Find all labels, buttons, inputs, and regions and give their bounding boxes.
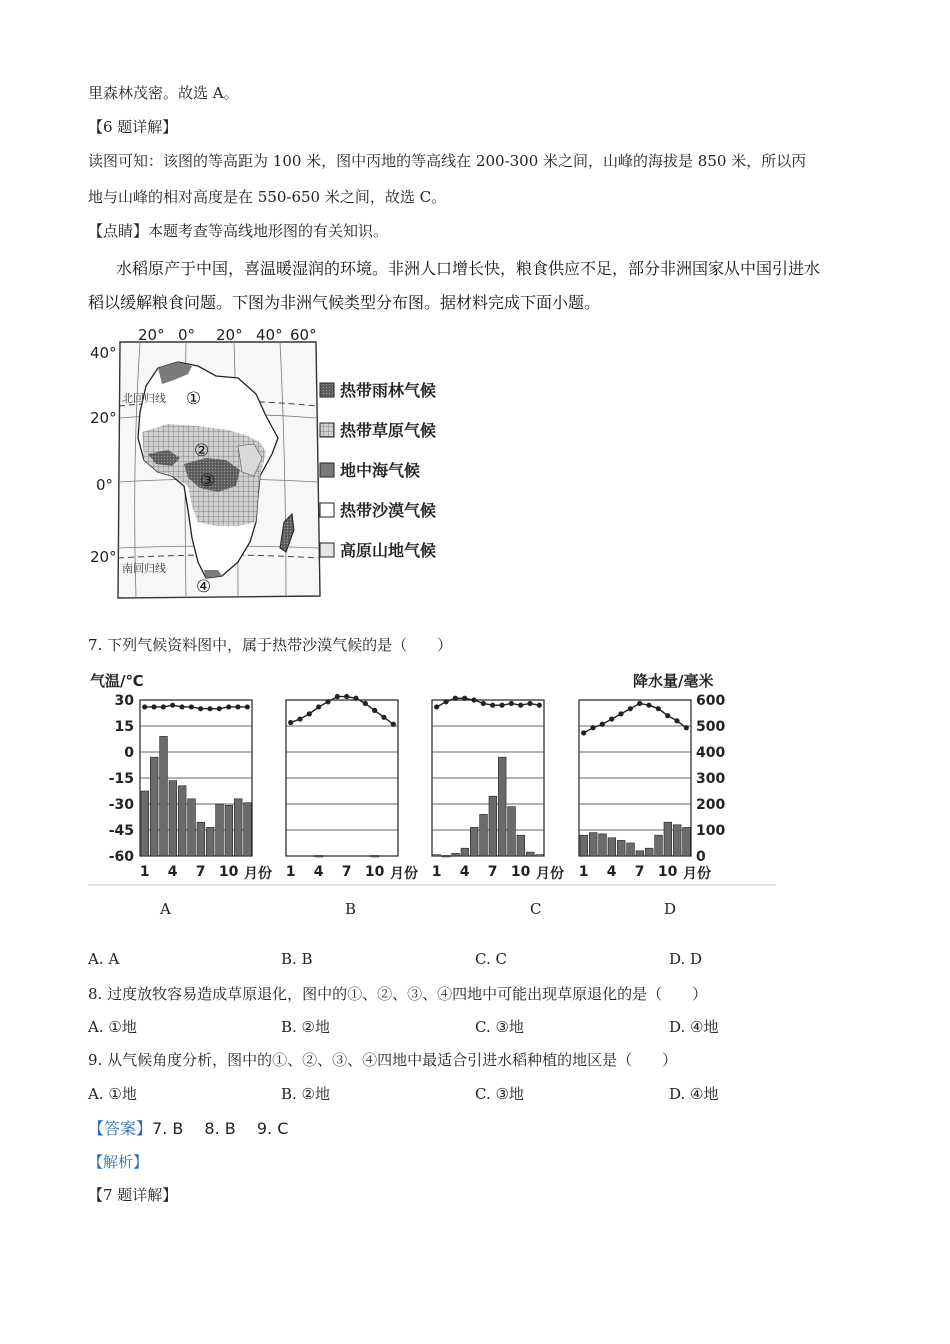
temperature-point bbox=[590, 725, 595, 730]
q7-option-b[interactable]: B. B bbox=[281, 950, 313, 968]
precipitation-bar bbox=[636, 851, 644, 856]
temperature-point bbox=[245, 704, 250, 709]
legend-label: 热带草原气候 bbox=[340, 421, 437, 440]
q6-explanation-line1: 读图可知：该图的等高距为 100 米，图中丙地的等高线在 200-300 米之间，山峰的海拔是 850 米，所以丙 bbox=[88, 152, 807, 170]
temperature-point bbox=[325, 699, 330, 704]
precipitation-bar bbox=[498, 757, 506, 856]
legend-label: 高原山地气候 bbox=[340, 541, 437, 560]
temperature-point bbox=[462, 696, 467, 701]
temp-tick-label: -60 bbox=[108, 849, 134, 865]
q9-option-c[interactable]: C. ③地 bbox=[475, 1085, 524, 1103]
precip-tick-label: 600 bbox=[696, 693, 726, 709]
lon-label: 60° bbox=[290, 326, 317, 344]
precipitation-bar bbox=[608, 838, 616, 856]
legend-swatch-highland bbox=[320, 543, 334, 557]
paragraph-text: 里森林茂密。故选 A。 bbox=[88, 84, 239, 102]
precip-tick-label: 300 bbox=[696, 771, 726, 787]
precipitation-bar bbox=[206, 827, 214, 856]
x-tick-label: 7 bbox=[487, 864, 498, 880]
right-axis-title: 降水量/毫米 bbox=[633, 672, 714, 690]
temp-tick-label: -15 bbox=[108, 771, 134, 787]
x-tick-label: 10 bbox=[510, 864, 531, 880]
temperature-point bbox=[235, 704, 240, 709]
chart-label-b: B bbox=[345, 900, 357, 918]
x-unit-label: 月份 bbox=[536, 866, 564, 882]
legend-swatch-savanna bbox=[320, 423, 334, 437]
chart-label-a: A bbox=[160, 900, 171, 918]
chart-label-c: C bbox=[530, 900, 542, 918]
q8-option-c[interactable]: C. ③地 bbox=[475, 1018, 524, 1036]
marker-2: ② bbox=[194, 441, 210, 461]
q7-option-c[interactable]: C. C bbox=[475, 950, 507, 968]
answer-line bbox=[88, 1116, 288, 1139]
temperature-point bbox=[490, 703, 495, 708]
q9-option-b[interactable]: B. ②地 bbox=[281, 1085, 331, 1103]
x-tick-label: 4 bbox=[459, 864, 470, 880]
precipitation-bar bbox=[673, 825, 681, 856]
temperature-point bbox=[434, 704, 439, 709]
temperature-point bbox=[207, 706, 212, 711]
temperature-point bbox=[609, 716, 614, 721]
x-unit-label: 月份 bbox=[390, 866, 418, 882]
temperature-point bbox=[453, 696, 458, 701]
precipitation-bar bbox=[244, 803, 252, 856]
temperature-point bbox=[372, 708, 377, 713]
tropic-of-capricorn-label: 南回归线 bbox=[122, 562, 166, 575]
x-tick-label: 7 bbox=[634, 864, 645, 880]
temp-tick-label: 30 bbox=[114, 693, 134, 709]
temperature-point bbox=[527, 701, 532, 706]
intro-paragraph-line2: 稻以缓解粮食问题。下图为非洲气候类型分布图。据材料完成下面小题。 bbox=[88, 293, 601, 312]
africa-climate-map bbox=[88, 326, 468, 606]
x-tick-label: 4 bbox=[606, 864, 617, 880]
q7-option-a[interactable]: A. A bbox=[88, 950, 120, 968]
answer-label: 【答案】 bbox=[88, 1119, 153, 1138]
q8-option-b[interactable]: B. ②地 bbox=[281, 1018, 331, 1036]
legend-swatch-rainforest bbox=[320, 383, 334, 397]
temperature-point bbox=[391, 722, 396, 727]
precip-tick-label: 200 bbox=[696, 797, 726, 813]
left-axis-title: 气温/℃ bbox=[90, 672, 144, 690]
temperature-point bbox=[381, 715, 386, 720]
legend-label: 热带沙漠气候 bbox=[340, 501, 437, 520]
q8-stem: 8. 过度放牧容易造成草原退化，图中的①、②、③、④四地中可能出现草原退化的是（ ） bbox=[88, 985, 708, 1003]
temperature-point bbox=[646, 703, 651, 708]
intro-paragraph-line1: 水稻原产于中国，喜温暖湿润的环境。非洲人口增长快，粮食供应不足，部分非洲国家从中国引进水 bbox=[116, 259, 821, 278]
q6-explanation-line2: 地与山峰的相对高度是在 550-650 米之间，故选 C。 bbox=[88, 188, 447, 206]
temperature-point bbox=[600, 722, 605, 727]
x-tick-label: 4 bbox=[313, 864, 324, 880]
precipitation-bar bbox=[645, 848, 653, 856]
precipitation-bar bbox=[599, 834, 607, 856]
temp-tick-label: -45 bbox=[108, 823, 134, 839]
temperature-point bbox=[618, 711, 623, 716]
precipitation-bar bbox=[517, 835, 525, 856]
precipitation-bar bbox=[580, 835, 588, 856]
temperature-point bbox=[297, 716, 302, 721]
temperature-point bbox=[518, 703, 523, 708]
temperature-point bbox=[226, 704, 231, 709]
precipitation-bar bbox=[683, 827, 691, 856]
temperature-point bbox=[363, 701, 368, 706]
lat-label: 40° bbox=[90, 344, 117, 362]
answer-value: 7. B 8. B 9. C bbox=[152, 1119, 289, 1138]
temperature-point bbox=[316, 704, 321, 709]
precipitation-bar bbox=[442, 855, 450, 857]
temperature-point bbox=[481, 701, 486, 706]
q6-header: 【6 题详解】 bbox=[88, 118, 178, 136]
q7-detail-header: 【7 题详解】 bbox=[88, 1186, 178, 1204]
temperature-point bbox=[443, 699, 448, 704]
precip-tick-label: 500 bbox=[696, 719, 726, 735]
precipitation-bar bbox=[617, 840, 625, 856]
dianjing-note: 【点睛】本题考查等高线地形图的有关知识。 bbox=[88, 222, 389, 240]
x-tick-label: 10 bbox=[218, 864, 239, 880]
precip-tick-label: 400 bbox=[696, 745, 726, 761]
precip-tick-label: 0 bbox=[696, 849, 706, 865]
temperature-point bbox=[353, 696, 358, 701]
temperature-point bbox=[674, 718, 679, 723]
precipitation-bar bbox=[589, 833, 597, 856]
temperature-point bbox=[471, 697, 476, 702]
x-tick-label: 10 bbox=[364, 864, 385, 880]
temperature-point bbox=[179, 704, 184, 709]
temperature-point bbox=[307, 711, 312, 716]
temp-tick-label: 0 bbox=[124, 745, 134, 761]
temperature-point bbox=[684, 725, 689, 730]
temperature-point bbox=[161, 704, 166, 709]
temperature-point bbox=[344, 694, 349, 699]
lon-label: 0° bbox=[178, 326, 196, 344]
legend-swatch-desert bbox=[320, 503, 334, 517]
precipitation-bar bbox=[664, 822, 672, 856]
temperature-point bbox=[189, 704, 194, 709]
tropic-of-cancer-label: 北回归线 bbox=[122, 392, 166, 405]
x-tick-label: 4 bbox=[167, 864, 178, 880]
precipitation-bar bbox=[470, 827, 478, 856]
precipitation-bar bbox=[489, 796, 497, 856]
lon-label: 40° bbox=[256, 326, 283, 344]
q9-stem: 9. 从气候角度分析，图中的①、②、③、④四地中最适合引进水稻种植的地区是（ ） bbox=[88, 1051, 678, 1069]
q9-option-a[interactable]: A. ①地 bbox=[88, 1085, 137, 1103]
precipitation-bar bbox=[160, 736, 168, 856]
precipitation-bar bbox=[150, 757, 158, 856]
temperature-point bbox=[665, 713, 670, 718]
marker-4: ④ bbox=[196, 577, 212, 597]
climate-charts bbox=[88, 668, 778, 888]
precipitation-bar bbox=[526, 852, 534, 856]
x-unit-label: 月份 bbox=[244, 866, 272, 882]
q8-option-a[interactable]: A. ①地 bbox=[88, 1018, 137, 1036]
lon-label: 20° bbox=[138, 326, 165, 344]
temperature-point bbox=[628, 706, 633, 711]
x-unit-label: 月份 bbox=[683, 866, 711, 882]
precipitation-bar bbox=[508, 807, 516, 856]
lat-label: 20° bbox=[90, 548, 117, 566]
precipitation-bar bbox=[480, 814, 488, 856]
temp-tick-label: 15 bbox=[114, 719, 134, 735]
legend-label: 地中海气候 bbox=[340, 461, 421, 480]
x-tick-label: 1 bbox=[431, 864, 442, 880]
temperature-point bbox=[288, 720, 293, 725]
q9-option-d[interactable]: D. ④地 bbox=[669, 1085, 719, 1103]
x-tick-label: 10 bbox=[657, 864, 678, 880]
temperature-point bbox=[170, 703, 175, 708]
precipitation-bar bbox=[536, 855, 544, 857]
precipitation-bar bbox=[225, 805, 233, 856]
q8-option-d[interactable]: D. ④地 bbox=[669, 1018, 719, 1036]
analysis-label: 【解析】 bbox=[88, 1153, 149, 1171]
precipitation-bar bbox=[371, 855, 379, 857]
temperature-point bbox=[581, 730, 586, 735]
temperature-point bbox=[509, 701, 514, 706]
precipitation-bar bbox=[655, 835, 663, 856]
temperature-point bbox=[537, 703, 542, 708]
precipitation-bar bbox=[216, 804, 224, 856]
x-tick-label: 7 bbox=[195, 864, 206, 880]
marker-1: ① bbox=[186, 389, 202, 409]
lat-label: 20° bbox=[90, 409, 117, 427]
precip-tick-label: 100 bbox=[696, 823, 726, 839]
lat-label: 0° bbox=[96, 476, 114, 494]
x-tick-label: 1 bbox=[139, 864, 150, 880]
precipitation-bar bbox=[178, 786, 186, 856]
temperature-point bbox=[217, 706, 222, 711]
temperature-point bbox=[656, 706, 661, 711]
x-tick-label: 1 bbox=[578, 864, 589, 880]
q7-option-d[interactable]: D. D bbox=[669, 950, 703, 968]
q7-stem: 7. 下列气候资料图中，属于热带沙漠气候的是（ ） bbox=[88, 636, 453, 654]
precipitation-bar bbox=[452, 853, 460, 856]
temperature-point bbox=[499, 703, 504, 708]
precipitation-bar bbox=[234, 799, 242, 856]
x-tick-label: 1 bbox=[285, 864, 296, 880]
marker-3: ③ bbox=[200, 471, 216, 491]
precipitation-bar bbox=[315, 855, 323, 857]
temperature-point bbox=[142, 704, 147, 709]
temperature-point bbox=[151, 704, 156, 709]
precipitation-bar bbox=[197, 822, 205, 856]
legend-label: 热带雨林气候 bbox=[340, 381, 437, 400]
legend-swatch-mediterranean bbox=[320, 463, 334, 477]
lon-label: 20° bbox=[216, 326, 243, 344]
temperature-point bbox=[637, 701, 642, 706]
precipitation-bar bbox=[169, 781, 177, 856]
temperature-point bbox=[335, 694, 340, 699]
x-tick-label: 7 bbox=[341, 864, 352, 880]
temperature-point bbox=[198, 706, 203, 711]
precipitation-bar bbox=[188, 799, 196, 856]
precipitation-bar bbox=[461, 848, 469, 856]
precipitation-bar bbox=[141, 791, 149, 856]
precipitation-bar bbox=[433, 855, 441, 857]
chart-label-d: D bbox=[664, 900, 677, 918]
precipitation-bar bbox=[627, 843, 635, 856]
temp-tick-label: -30 bbox=[108, 797, 134, 813]
